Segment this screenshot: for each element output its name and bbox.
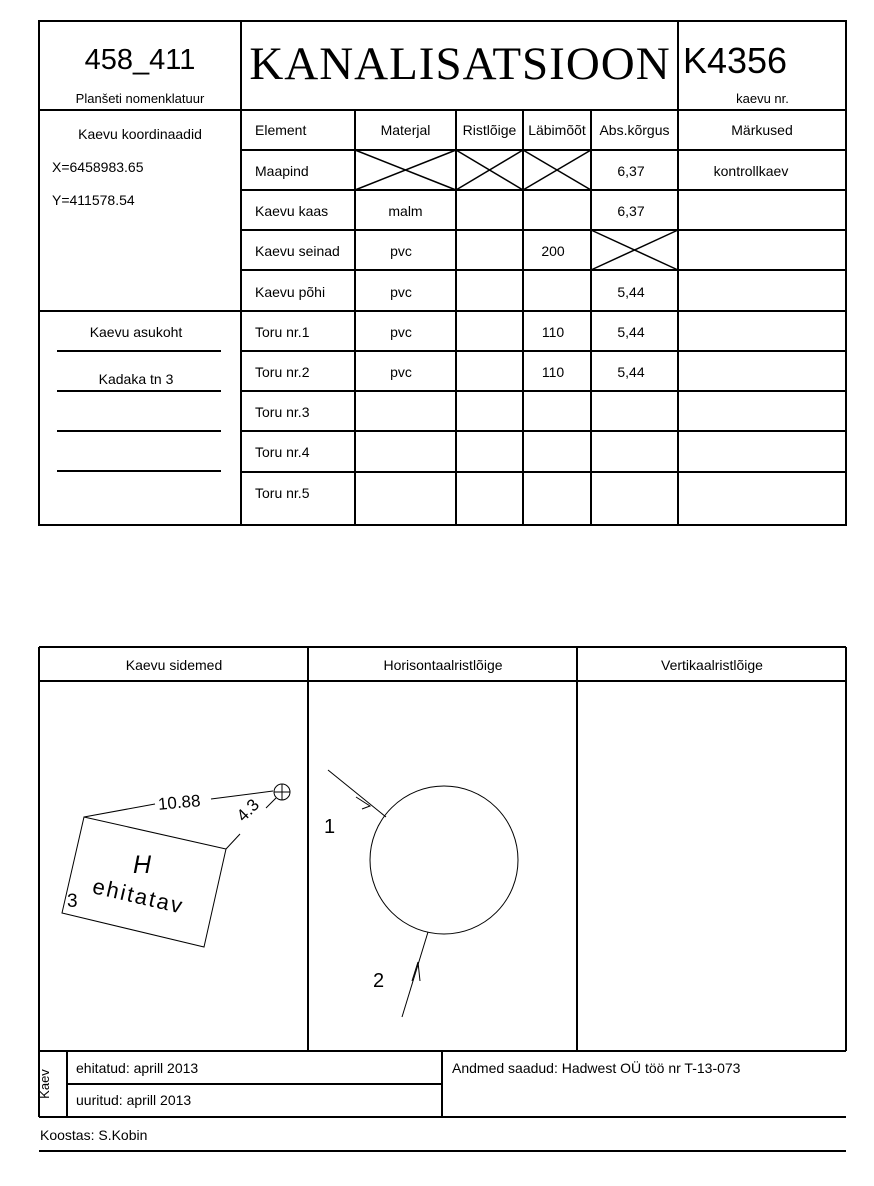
well-id: K4356 <box>682 40 788 81</box>
built-date: ehitatud: aprill 2013 <box>76 1060 199 1076</box>
cell-element: Kaevu põhi <box>255 284 326 300</box>
cell-element: Kaevu seinad <box>255 243 340 259</box>
cell-element: Maapind <box>255 163 309 179</box>
cell-element: Kaevu kaas <box>255 203 329 219</box>
building-text: ehitatav <box>90 873 187 919</box>
cell-notes: kontrollkaev <box>713 163 789 179</box>
cell-material: pvc <box>390 284 412 300</box>
cell-material: pvc <box>390 324 412 340</box>
measured-date: uuritud: aprill 2013 <box>76 1092 192 1108</box>
location-value: Kadaka tn 3 <box>98 371 174 387</box>
cell-diameter: 200 <box>541 243 565 259</box>
cell-material: malm <box>388 203 423 219</box>
data-source: Andmed saadud: Hadwest OÜ töö nr T-13-073 <box>452 1060 741 1076</box>
cell-diameter: 110 <box>541 324 565 340</box>
sheet-caption: Planšeti nomenklatuur <box>75 91 205 106</box>
cell-diameter: 110 <box>541 364 565 380</box>
horizontal-section-title: Horisontaalristlõige <box>383 657 503 673</box>
vertical-section-title: Vertikaalristlõige <box>661 657 763 673</box>
building-letter: H <box>133 851 152 879</box>
location-label: Kaevu asukoht <box>89 324 183 340</box>
header-elevation: Abs.kõrgus <box>599 122 670 138</box>
pipe-2-label: 2 <box>373 970 385 992</box>
well-caption: kaevu nr. <box>736 91 789 106</box>
author: Koostas: S.Kobin <box>40 1127 148 1143</box>
cell-element: Toru nr.5 <box>255 485 310 501</box>
header-element: Element <box>255 122 307 138</box>
cell-elevation: 5,44 <box>617 364 645 380</box>
cell-element: Toru nr.2 <box>255 364 310 380</box>
cell-element: Toru nr.1 <box>255 324 310 340</box>
cell-elevation: 5,44 <box>617 324 645 340</box>
cell-elevation: 5,44 <box>617 284 645 300</box>
coordinate-x: X=6458983.65 <box>52 159 144 175</box>
sheet-number: 458_411 <box>84 44 196 76</box>
building-outline <box>62 817 226 947</box>
cell-element: Toru nr.4 <box>255 444 310 460</box>
building-number: 3 <box>67 891 78 912</box>
document-title: KANALISATSIOON <box>249 38 671 90</box>
coordinates-label: Kaevu koordinaadid <box>78 126 202 142</box>
header-diameter: Läbimõõt <box>528 122 586 138</box>
ties-panel-title: Kaevu sidemed <box>125 657 223 673</box>
cell-material: pvc <box>390 243 412 259</box>
tie-distance-2: 4.3 <box>232 795 264 826</box>
header-notes: Märkused <box>731 122 793 138</box>
pipe-1-label: 1 <box>324 816 336 838</box>
coordinate-y: Y=411578.54 <box>52 192 135 208</box>
footer-side-label: Kaev <box>37 1069 52 1099</box>
cell-elevation: 6,37 <box>617 163 645 179</box>
header-material: Materjal <box>380 122 431 138</box>
well-circle <box>370 786 518 934</box>
tie-distance-1: 10.88 <box>157 791 202 814</box>
horizontal-section <box>328 770 518 1017</box>
cell-element: Toru nr.3 <box>255 404 310 420</box>
cell-material: pvc <box>390 364 412 380</box>
cell-elevation: 6,37 <box>617 203 645 219</box>
header-cross-section: Ristlõige <box>462 122 517 138</box>
